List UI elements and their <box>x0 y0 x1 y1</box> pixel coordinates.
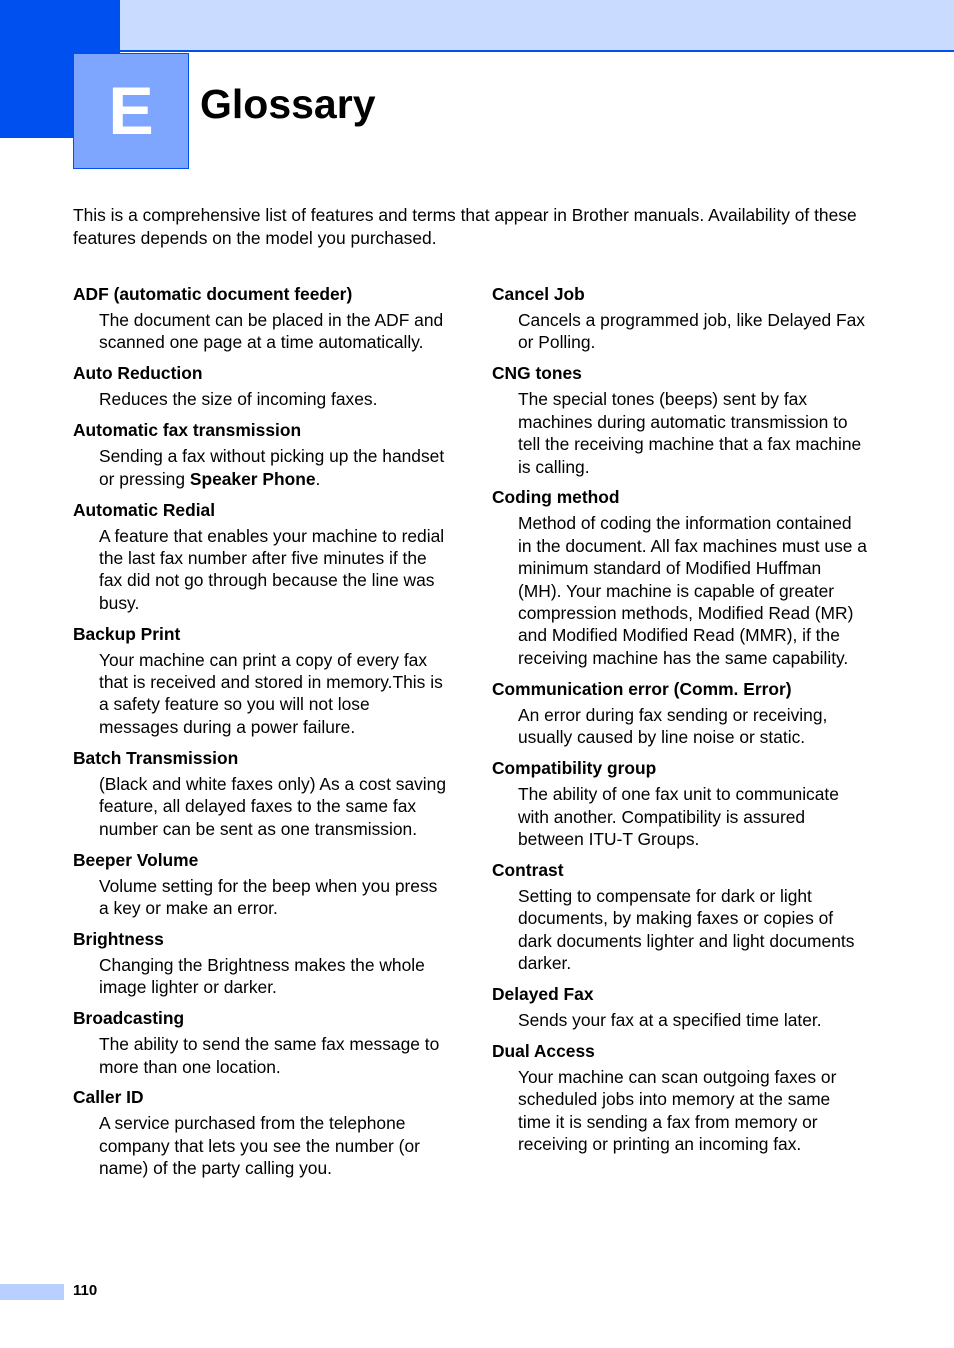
glossary-entry <box>73 928 448 999</box>
footer-bar <box>0 1284 64 1300</box>
glossary-definition: The document can be placed in the ADF and scanned one page at a time automatically. <box>99 310 444 353</box>
glossary-definition: The ability to send the same fax message to more than one location. <box>99 1034 440 1077</box>
glossary-term: ADF (automatic document feeder) <box>73 284 353 304</box>
glossary-term: Batch Transmission <box>73 747 239 768</box>
glossary-entry <box>492 283 867 354</box>
glossary-left-column <box>73 283 448 1188</box>
glossary-definition: The ability of one fax unit to communicate with another. Compatibility is assured between ITU-T Groups. <box>518 784 839 849</box>
glossary-term: Delayed Fax <box>492 983 594 1004</box>
glossary-definition: (Black and white faxes only) As a cost saving feature, all delayed faxes to the same fax number can be sent as one transmission. <box>99 773 447 839</box>
glossary-term: Beeper Volume <box>73 849 199 870</box>
glossary-definition: Your machine can scan outgoing faxes or scheduled jobs into memory at the same time it is sending a fax from memory or receiving or printing an incoming fax. <box>518 1066 837 1155</box>
glossary-entry <box>73 283 448 354</box>
page-title: Glossary <box>200 81 376 127</box>
glossary-entry <box>73 499 448 615</box>
glossary-entry <box>73 419 448 490</box>
glossary-entry <box>492 859 867 975</box>
glossary-term: Dual Access <box>492 1040 595 1061</box>
glossary-definition: Setting to compensate for dark or light documents, by making faxes or copies of dark documents lighter and light documents darker. <box>518 885 855 974</box>
glossary-entry <box>73 362 448 410</box>
glossary-term: Coding method <box>492 487 620 508</box>
glossary-entry <box>73 623 448 739</box>
glossary-definition <box>99 445 448 490</box>
glossary-term: Automatic fax transmission <box>73 420 302 441</box>
glossary-entry <box>492 757 867 850</box>
glossary-entry <box>73 849 448 920</box>
glossary-definition: The special tones (beeps) sent by fax machines during automatic transmission to tell the receiving machine that a fax machine is calling. <box>518 389 862 477</box>
glossary-term: Caller ID <box>73 1087 144 1108</box>
glossary-definition: Your machine can print a copy of every fax that is received and stored in memory.This is a safety feature so you will not lose messages during a power failure. <box>99 649 443 737</box>
glossary-term: Compatibility group <box>492 758 657 779</box>
glossary-definition: Method of coding the information contained in the document. All fax machines must use a minimum standard of Modified Huffman (MH). Your machine is capable of greater compression methods, Modified Read (MR) and Modified Modified Read (MMR), if the receiving machine has the same capability. <box>518 513 867 668</box>
glossary-entry <box>492 1040 867 1156</box>
glossary-definition: A feature that enables your machine to redial the last fax number after five minutes if the fax did not go through because the line was busy. <box>99 525 445 613</box>
glossary-term: Communication error (Comm. Error) <box>492 678 792 699</box>
glossary-term: Broadcasting <box>73 1008 185 1029</box>
glossary-term: Cancel Job <box>492 284 585 304</box>
glossary-entry <box>73 1086 448 1179</box>
glossary-definition: Volume setting for the beep when you press a key or make an error. <box>99 875 438 918</box>
glossary-right-column <box>492 283 867 1164</box>
glossary-term: Auto Reduction <box>73 363 203 384</box>
header-bar <box>120 0 954 52</box>
glossary-term: Backup Print <box>73 623 181 644</box>
glossary-definition: Reduces the size of incoming faxes. <box>99 389 378 410</box>
glossary-entry <box>492 983 867 1031</box>
glossary-entry <box>492 362 867 478</box>
chapter-letter: E <box>108 73 154 149</box>
glossary-entry <box>73 1007 448 1078</box>
glossary-definition: A service purchased from the telephone company that lets you see the number (or name) of the party calling you. <box>99 1113 420 1179</box>
speaker-phone-key-label: Speaker Phone <box>189 468 316 489</box>
glossary-term: CNG tones <box>492 363 582 384</box>
intro-paragraph: This is a comprehensive list of features and terms that appear in Brother manuals. Availability of these features depends on the model you purchased. <box>73 205 857 248</box>
glossary-definition: Sends your fax at a specified time later. <box>518 1009 822 1030</box>
definition-text-end: . <box>315 468 321 489</box>
glossary-term: Contrast <box>492 859 564 880</box>
glossary-entry <box>492 486 867 669</box>
glossary-definition: An error during fax sending or receiving, usually caused by line noise or static. <box>518 704 828 748</box>
glossary-definition: Cancels a programmed job, like Delayed Fax or Polling. <box>518 310 866 353</box>
definition-text: Sending a fax without picking up the handset or pressing <box>99 446 445 489</box>
chapter-letter-box <box>73 53 189 169</box>
glossary-entry <box>73 747 448 840</box>
glossary-term: Automatic Redial <box>73 499 216 520</box>
glossary-definition: Changing the Brightness makes the whole image lighter or darker. <box>99 954 425 998</box>
page-number: 110 <box>73 1282 98 1299</box>
glossary-term: Brightness <box>73 928 164 949</box>
glossary-entry <box>492 678 867 749</box>
